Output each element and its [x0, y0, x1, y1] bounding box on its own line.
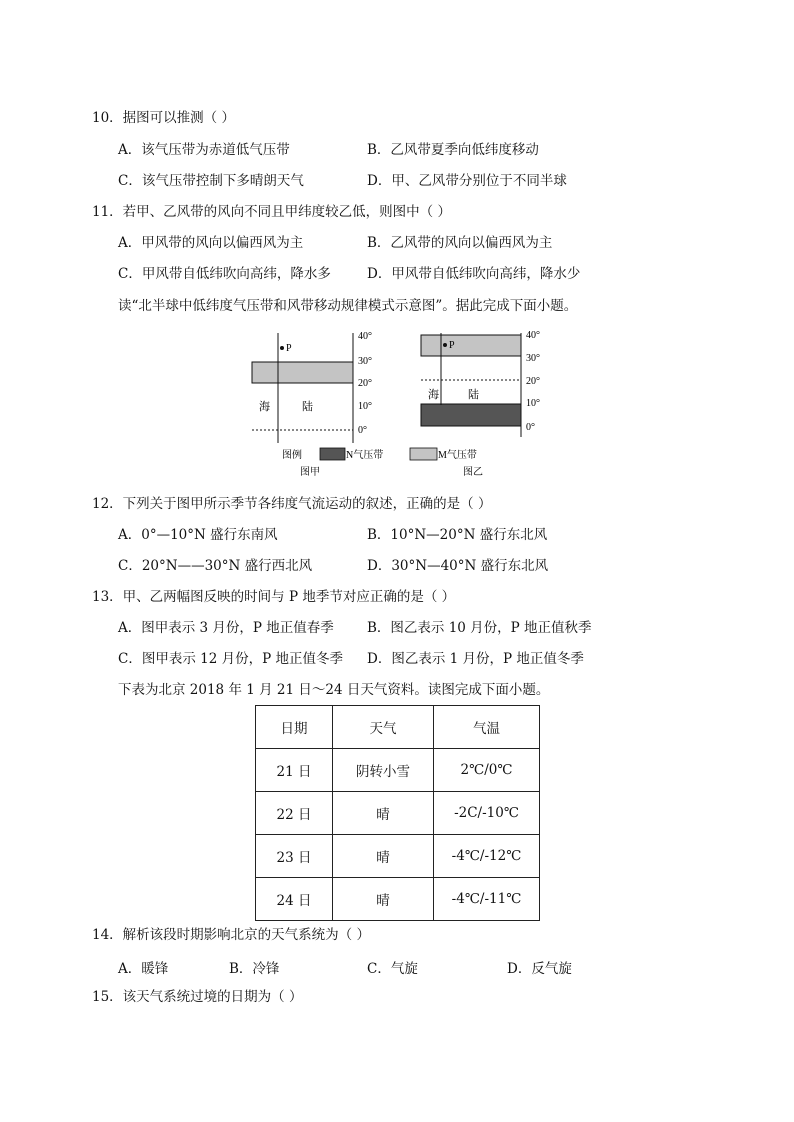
cell-date: 23 日 — [256, 835, 333, 878]
q12-option-c[interactable]: C．20°N——30°N 盛行西北风 — [118, 558, 313, 574]
lat-label: 10° — [358, 401, 372, 412]
q11-option-a[interactable]: A．甲风带的风向以偏西风为主 — [118, 235, 304, 251]
q11-stem: 11．若甲、乙风带的风向不同且甲纬度较乙低，则图中（ ） — [92, 204, 451, 220]
legend-n-label: N气压带 — [346, 450, 384, 461]
lat-label: 40° — [358, 331, 372, 342]
cell-date: 21 日 — [256, 749, 333, 792]
table-header-row — [256, 706, 540, 749]
q13-option-d[interactable]: D．图乙表示 1 月份，P 地正值冬季 — [367, 651, 584, 667]
cell-weather: 晴 — [333, 792, 434, 835]
lat-label: 0° — [526, 422, 535, 433]
cell-date: 22 日 — [256, 792, 333, 835]
lat-label: 30° — [358, 356, 372, 367]
lat-label: 40° — [526, 330, 540, 341]
q14-option-b[interactable]: B．冷锋 — [229, 961, 280, 977]
point-p-label: P — [286, 343, 292, 354]
table-row — [256, 792, 540, 835]
lat-label: 10° — [526, 398, 540, 409]
table-row — [256, 835, 540, 878]
cell-temperature: -2C/-10℃ — [434, 792, 540, 835]
q12-stem: 12．下列关于图甲所示季节各纬度气流运动的叙述，正确的是（ ） — [92, 496, 492, 512]
cell-weather: 晴 — [333, 878, 434, 921]
lat-label: 20° — [526, 376, 540, 387]
n-belt-yi — [421, 404, 521, 426]
q13-stem: 13．甲、乙两幅图反映的时间与 P 地季节对应正确的是（ ） — [92, 589, 456, 605]
land-label: 陆 — [468, 389, 479, 401]
q13-option-c[interactable]: C．图甲表示 12 月份，P 地正值冬季 — [118, 651, 343, 667]
legend-title: 图例 — [282, 450, 302, 461]
q10-option-c[interactable]: C．该气压带控制下多晴朗天气 — [118, 173, 304, 189]
q12-option-a[interactable]: A．0°—10°N 盛行东南风 — [118, 527, 278, 543]
q10-option-a[interactable]: A．该气压带为赤道低气压带 — [118, 142, 290, 158]
q10-option-d[interactable]: D．甲、乙风带分别位于不同半球 — [367, 173, 567, 189]
q14-stem: 14．解析该段时期影响北京的天气系统为（ ） — [92, 927, 370, 943]
caption-yi: 图乙 — [463, 467, 483, 478]
figure-legend — [282, 448, 483, 478]
figure-jia — [252, 331, 372, 443]
m-belt-yi — [421, 335, 521, 356]
lat-label: 0° — [358, 425, 367, 436]
legend-m-label: M气压带 — [438, 450, 477, 461]
m-belt-jia — [252, 362, 353, 383]
cell-temperature: -4℃/-11℃ — [434, 878, 540, 921]
cell-weather: 阴转小雪 — [333, 749, 434, 792]
legend-m-swatch — [410, 448, 437, 460]
sea-label: 海 — [428, 389, 439, 401]
legend-n-swatch — [320, 448, 345, 460]
caption-jia: 图甲 — [300, 467, 320, 478]
q13-option-b[interactable]: B．图乙表示 10 月份，P 地正值秋季 — [367, 620, 592, 636]
q12-option-d[interactable]: D．30°N—40°N 盛行东北风 — [367, 558, 549, 574]
q15-stem: 15．该天气系统过境的日期为（ ） — [92, 989, 303, 1005]
lat-label: 30° — [526, 353, 540, 364]
point-p-marker — [280, 346, 284, 350]
land-label: 陆 — [302, 401, 313, 413]
cell-date: 24 日 — [256, 878, 333, 921]
q14-option-c[interactable]: C．气旋 — [367, 961, 418, 977]
q14-option-d[interactable]: D．反气旋 — [507, 961, 572, 977]
lat-label: 20° — [358, 378, 372, 389]
table-row — [256, 878, 540, 921]
q10-stem: 10．据图可以推测（ ） — [92, 110, 235, 126]
header-date: 日期 — [256, 706, 333, 749]
cell-temperature: 2℃/0℃ — [434, 749, 540, 792]
table-row — [256, 749, 540, 792]
point-p-label: P — [449, 340, 455, 351]
sea-label: 海 — [259, 401, 270, 413]
q10-option-b[interactable]: B．乙风带夏季向低纬度移动 — [367, 142, 539, 158]
header-weather: 天气 — [333, 706, 434, 749]
header-temperature: 气温 — [434, 706, 540, 749]
q11-option-b[interactable]: B．乙风带的风向以偏西风为主 — [367, 235, 553, 251]
cell-weather: 晴 — [333, 835, 434, 878]
figure-yi — [421, 330, 540, 437]
q13-option-a[interactable]: A．图甲表示 3 月份，P 地正值春季 — [118, 620, 334, 636]
q12-option-b[interactable]: B．10°N—20°N 盛行东北风 — [367, 527, 548, 543]
weather-table — [255, 705, 540, 921]
q14-option-a[interactable]: A．暖锋 — [118, 961, 169, 977]
point-p-marker — [443, 343, 447, 347]
figure-intro: 读“北半球中低纬度气压带和风带移动规律模式示意图”。据此完成下面小题。 — [118, 298, 578, 314]
q11-option-d[interactable]: D．甲风带自低纬吹向高纬，降水少 — [367, 266, 581, 282]
q11-option-c[interactable]: C．甲风带自低纬吹向高纬，降水多 — [118, 266, 331, 282]
table-intro: 下表为北京 2018 年 1 月 21 日～24 日天气资料。读图完成下面小题。 — [118, 682, 550, 698]
pressure-belt-figure — [240, 325, 560, 480]
cell-temperature: -4℃/-12℃ — [434, 835, 540, 878]
